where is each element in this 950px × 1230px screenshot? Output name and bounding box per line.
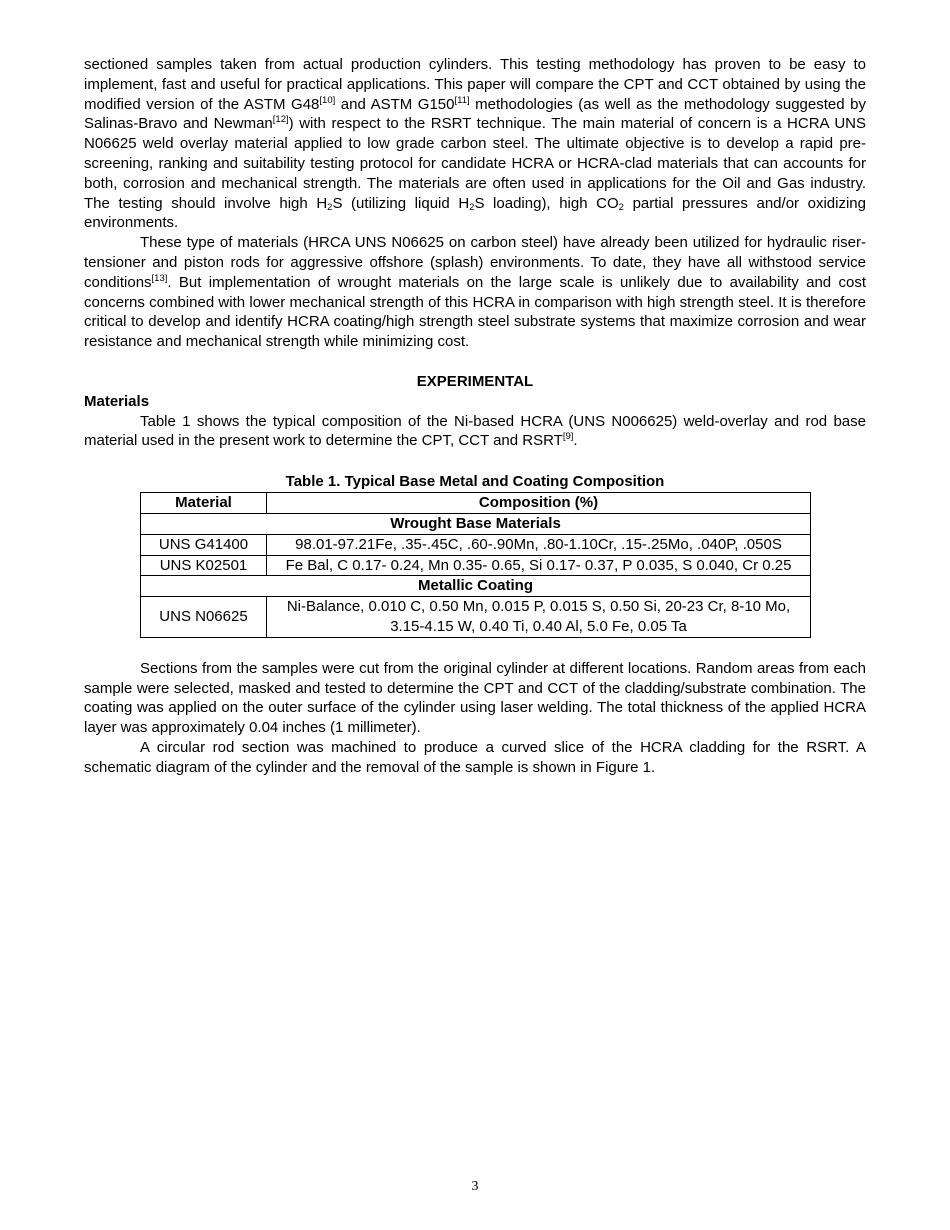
table-caption: Table 1. Typical Base Metal and Coating Composition — [285, 473, 665, 491]
section-heading-experimental: EXPERIMENTAL — [416, 372, 534, 390]
group-label-coating: Metallic Coating — [141, 576, 811, 597]
composition-table — [140, 492, 811, 638]
intro-paragraph-2: These type of materials (HRCA UNS N06625 on carbon steel) have already been utilized for hydraulic riser-tensioner and piston rods for aggressive offshore (splash) environments. To date, they have all withstood service conditions[13]. But implementation of wrought materials on the large scale is unlikely due to availability and cost concerns combined with lower mechanical strength of this HCRA in comparison with high strength steel. It is therefore critical to develop and identify HCRA coating/high strength steel substrate systems that maximize corrosion and wear resistance and mechanical strength while minimizing cost. — [84, 234, 866, 351]
intro-paragraph-1: sectioned samples taken from actual production cylinders. This testing methodology has proven to be easy to implement, fast and useful for practical applications. This paper will compare the CPT and CCT obtained by using the modified version of the ASTM G48[10] and ASTM G150[11] methodologies (as well as the methodology suggested by Salinas-Bravo and Newman[12]) with respect to the RSRT technique. The main material of concern is a HCRA UNS N06625 weld overlay material applied to low grade carbon steel. The ultimate objective is to develop a rapid pre-screening, ranking and suitability testing protocol for candidate HCRA or HCRA-clad materials that can accounts for both, corrosion and mechanical strength. The materials are often used in applications for the Oil and Gas industry. The testing should involve high $H_2S$ (utilizing liquid $H_2S$ loading), high $CO_2$ partial pressures and/or oxidizing environments. — [84, 56, 866, 232]
citation-11: [11] — [454, 94, 470, 106]
composition-cell: Fe Bal, C 0.17- 0.24, Mn 0.35- 0.65, Si 0.17- 0.37, P 0.035, S 0.040, Cr 0.25 — [267, 555, 811, 576]
citation-9: [9] — [562, 431, 574, 443]
sections-paragraph: Sections from the samples were cut from the original cylinder at different locations. Random areas from each sample were selected, masked and tested to determine the CPT and CCT of the cladding/substrate combination. The coating was applied on the outer surface of the cylinder using laser welding. The total thickness of the applied HCRA layer was approximately 0.04 inches (1 millimeter). — [84, 659, 866, 737]
composition-cell: 98.01-97.21Fe, .35-.45C, .60-.90Mn, .80-1.10Cr, .15-.25Mo, .040P, .050S — [267, 534, 811, 555]
page-content — [84, 55, 866, 778]
table-row — [141, 534, 811, 555]
material-cell: UNS K02501 — [141, 555, 267, 576]
composition-cell: Ni-Balance, 0.010 C, 0.50 Mn, 0.015 P, 0.015 S, 0.50 Si, 20-23 Cr, 8-10 Mo, 3.15-4.15 W, 0.40 Ti, 0.40 Al, 5.0 Fe, 0.05 Ta — [267, 597, 811, 638]
table-row — [141, 555, 811, 576]
table-group-row — [141, 513, 811, 534]
rod-section-paragraph: A circular rod section was machined to produce a curved slice of the HCRA cladding for the RSRT. A schematic diagram of the cylinder and the removal of the sample is shown in Figure 1. — [84, 738, 866, 776]
material-cell: UNS G41400 — [141, 534, 267, 555]
citation-13: [13] — [151, 272, 168, 284]
citation-10: [10] — [319, 94, 336, 106]
page-number: 3 — [471, 1179, 479, 1194]
table-header-row — [141, 493, 811, 514]
table-row — [141, 597, 811, 638]
materials-paragraph: Table 1 shows the typical composition of the Ni-based HCRA (UNS N006625) weld-overlay and rod base material used in the present work to determine the CPT, CCT and RSRT[9]. — [84, 412, 866, 450]
column-header-composition: Composition (%) — [267, 493, 811, 514]
citation-12: [12] — [272, 114, 289, 126]
subsection-heading-materials: Materials — [84, 392, 150, 410]
group-label-wrought: Wrought Base Materials — [141, 513, 811, 534]
table-group-row — [141, 576, 811, 597]
column-header-material: Material — [141, 493, 267, 514]
material-cell: UNS N06625 — [141, 597, 267, 638]
